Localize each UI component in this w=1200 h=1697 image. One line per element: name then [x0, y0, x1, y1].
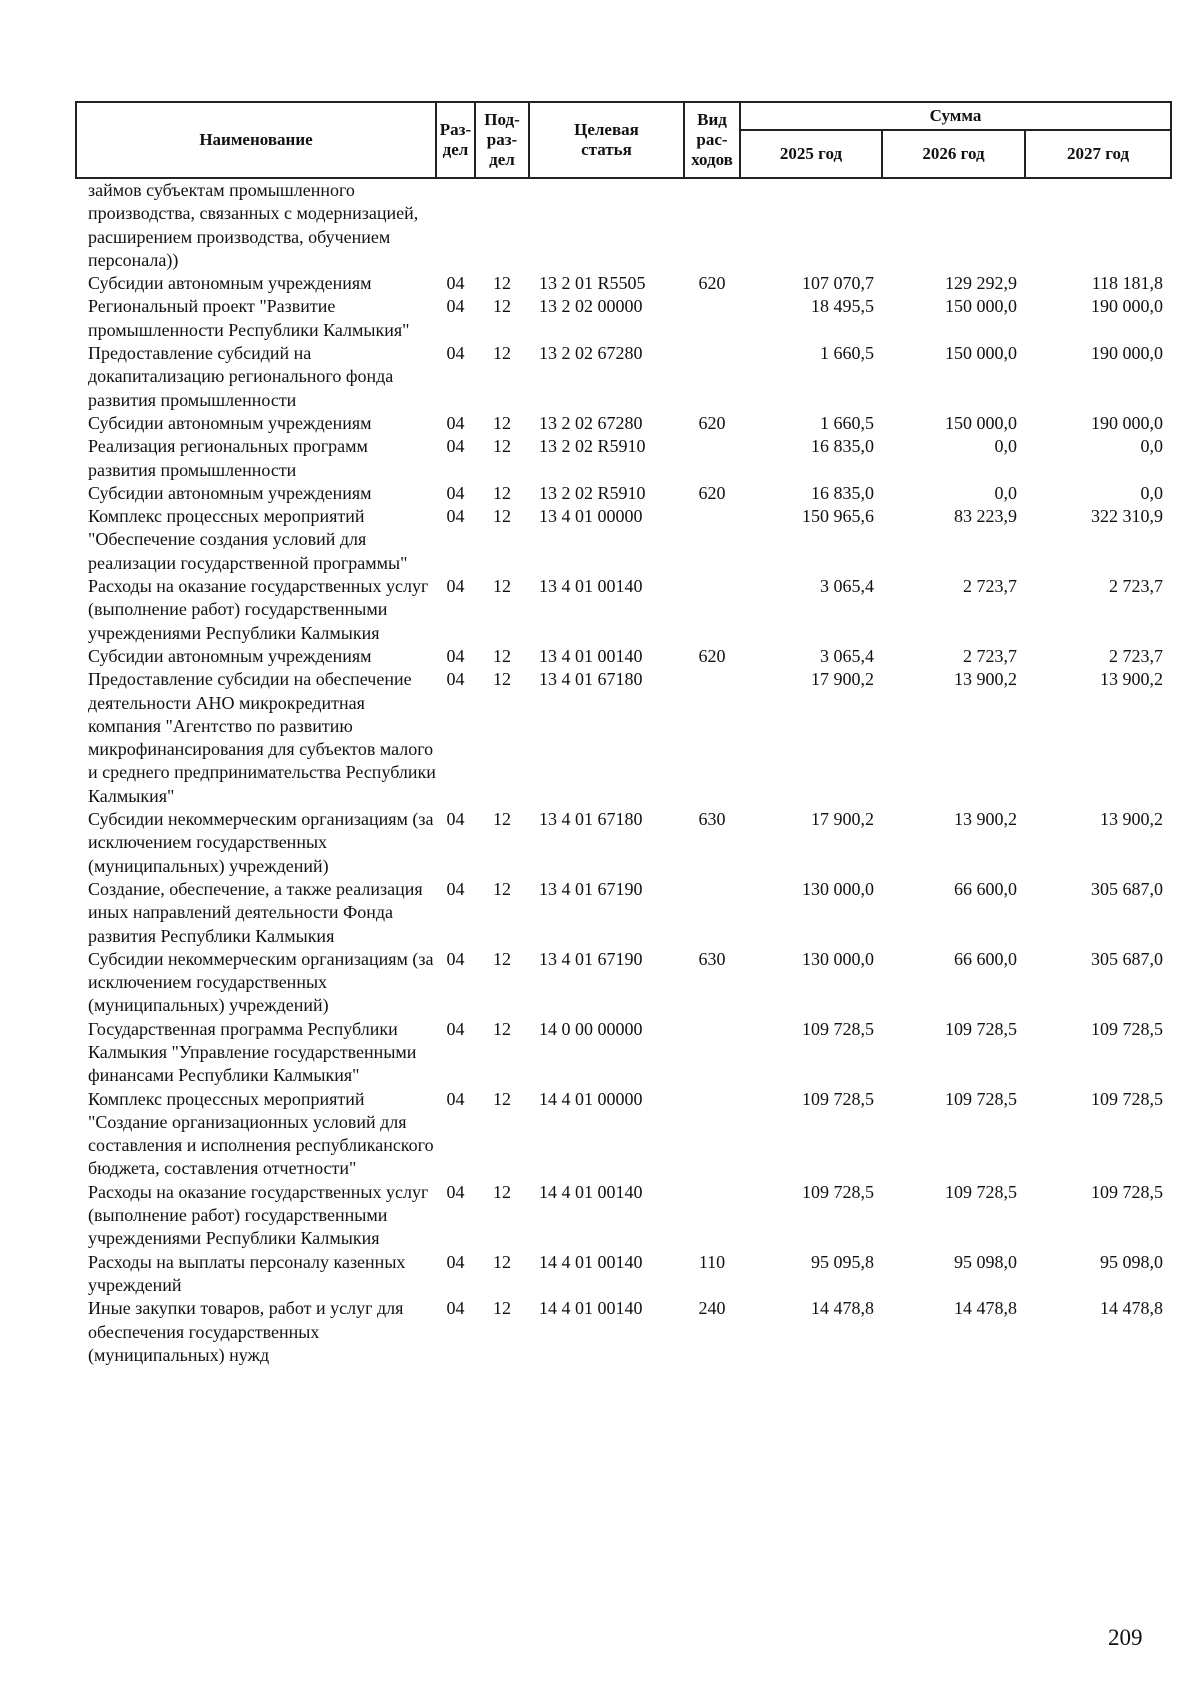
row-podrazdel: 12: [493, 506, 511, 527]
row-name: Субсидии автономным учреждениям: [88, 412, 372, 433]
row-sum-2025: 109 728,5: [802, 1181, 874, 1202]
table-row: [76, 1181, 1171, 1251]
row-sum-2025: 3 065,4: [820, 645, 874, 666]
table-row: [76, 342, 1171, 412]
row-podrazdel: 12: [493, 948, 511, 969]
row-sum-2025: 1 660,5: [820, 412, 874, 433]
row-vid: 620: [698, 273, 726, 294]
row-podrazdel: 12: [493, 343, 511, 364]
row-sum-2026: 150 000,0: [945, 343, 1017, 364]
row-vid: 110: [698, 1251, 726, 1272]
row-name: Комплекс процессных мероприятий "Обеспечение создания условий для реализации государственной программы": [88, 506, 408, 573]
row-razdel: 04: [446, 809, 465, 830]
row-sum-2025: 3 065,4: [820, 576, 874, 597]
row-podrazdel: 12: [493, 1018, 511, 1039]
row-podrazdel: 12: [493, 412, 511, 433]
row-podrazdel: 12: [493, 669, 511, 690]
header-summa: Сумма: [740, 102, 1171, 130]
table-row: [76, 948, 1171, 1018]
header-podrazdel: Под- раз- дел: [475, 102, 529, 178]
row-sum-2026: 13 900,2: [954, 669, 1017, 690]
row-sum-2027: 118 181,8: [1091, 273, 1164, 294]
row-celevaya: 13 2 02 00000: [539, 296, 643, 317]
page-number: 209: [1108, 1625, 1143, 1650]
table-row: [76, 505, 1171, 575]
row-sum-2025: 1 660,5: [820, 343, 874, 364]
row-podrazdel: 12: [493, 809, 511, 830]
row-sum-2025: 107 070,7: [802, 273, 874, 294]
row-name: Создание, обеспечение, а также реализация иных направлений деятельности Фонда развития Республики Калмыкия: [88, 878, 423, 946]
table-row: [76, 878, 1171, 948]
row-sum-2026: 66 600,0: [954, 878, 1017, 899]
row-sum-2026: 95 098,0: [954, 1251, 1017, 1272]
row-name: Региональный проект "Развитие промышленности Республики Калмыкия": [88, 296, 410, 340]
row-celevaya: [529, 178, 684, 272]
row-sum-2026: 83 223,9: [954, 506, 1017, 527]
row-celevaya: 13 2 01 R5505: [539, 273, 646, 294]
row-celevaya: 13 4 01 67190: [539, 878, 643, 899]
row-sum-2027: [1025, 178, 1171, 272]
table-row: [76, 272, 1171, 295]
row-vid: [684, 575, 740, 645]
row-name: Реализация региональных программ развития промышленности: [88, 436, 368, 480]
row-podrazdel: 12: [493, 273, 511, 294]
row-sum-2025: 95 095,8: [811, 1251, 874, 1272]
table-body: [76, 178, 1171, 1367]
row-sum-2026: 66 600,0: [954, 948, 1017, 969]
header-vid: Вид рас- ходов: [684, 102, 740, 178]
row-name: Иные закупки товаров, работ и услуг для обеспечения государственных (муниципальных) нужд: [88, 1298, 404, 1365]
row-sum-2027: 109 728,5: [1091, 1018, 1164, 1039]
row-razdel: 04: [446, 1251, 465, 1272]
row-sum-2025: 16 835,0: [811, 482, 874, 503]
row-celevaya: 13 4 01 00000: [539, 506, 643, 527]
row-celevaya: 13 4 01 00140: [539, 645, 643, 666]
row-sum-2027: 305 687,0: [1091, 878, 1164, 899]
row-name: Субсидии некоммерческим организациям (за исключением государственных (муниципальных) учреждений): [88, 948, 434, 1016]
row-razdel: 04: [446, 436, 465, 457]
row-sum-2026: 109 728,5: [945, 1088, 1017, 1109]
row-sum-2026: 150 000,0: [945, 412, 1017, 433]
header-year-2026: 2026 год: [882, 130, 1025, 178]
row-celevaya: 14 0 00 00000: [539, 1018, 643, 1039]
row-celevaya: 13 2 02 67280: [539, 343, 643, 364]
row-sum-2027: 109 728,5: [1091, 1088, 1164, 1109]
table-header: [76, 102, 1171, 178]
header-name: Наименование: [76, 102, 436, 178]
row-podrazdel: 12: [493, 1181, 511, 1202]
row-vid: 630: [698, 809, 726, 830]
row-razdel: 04: [446, 645, 465, 666]
row-razdel: 04: [446, 878, 465, 899]
table-row: [76, 178, 1171, 272]
table-row: [76, 1088, 1171, 1181]
row-razdel: 04: [446, 506, 465, 527]
row-vid: [684, 668, 740, 808]
table-row: [76, 295, 1171, 342]
row-vid: 630: [698, 948, 726, 969]
row-sum-2027: 305 687,0: [1091, 948, 1164, 969]
row-celevaya: 13 2 02 R5910: [539, 482, 646, 503]
row-sum-2027: 14 478,8: [1100, 1298, 1164, 1319]
row-sum-2026: [882, 178, 1025, 272]
row-razdel: 04: [446, 343, 465, 364]
row-razdel: 04: [446, 1298, 465, 1319]
row-sum-2026: 109 728,5: [945, 1181, 1017, 1202]
row-sum-2027: 0,0: [1140, 436, 1164, 457]
table-row: [76, 1297, 1171, 1367]
row-razdel: 04: [446, 412, 465, 433]
row-sum-2027: 190 000,0: [1091, 343, 1164, 364]
table-row: [76, 668, 1171, 808]
row-name: Предоставление субсидий на докапитализацию регионального фонда развития промышленности: [88, 343, 394, 410]
row-vid: [684, 1018, 740, 1088]
budget-table: [75, 101, 1172, 1367]
row-vid: [684, 878, 740, 948]
row-razdel: 04: [446, 296, 465, 317]
row-sum-2025: 130 000,0: [802, 878, 874, 899]
table-row: [76, 482, 1171, 505]
row-vid: [684, 178, 740, 272]
row-sum-2027: 95 098,0: [1100, 1251, 1164, 1272]
table-row: [76, 808, 1171, 878]
row-razdel: 04: [446, 482, 465, 503]
row-podrazdel: [475, 178, 529, 272]
row-vid: 620: [698, 412, 726, 433]
row-sum-2027: 13 900,2: [1100, 669, 1164, 690]
row-vid: [684, 435, 740, 482]
row-celevaya: 13 4 01 67190: [539, 948, 643, 969]
row-razdel: 04: [446, 1088, 465, 1109]
row-podrazdel: 12: [493, 645, 511, 666]
row-sum-2026: 14 478,8: [954, 1298, 1017, 1319]
row-sum-2027: 322 310,9: [1091, 506, 1164, 527]
row-sum-2025: 109 728,5: [802, 1088, 874, 1109]
row-razdel: 04: [446, 948, 465, 969]
row-sum-2027: 2 723,7: [1109, 645, 1164, 666]
row-vid: 620: [698, 645, 726, 666]
row-vid: [684, 1181, 740, 1251]
row-podrazdel: 12: [493, 482, 511, 503]
row-vid: 240: [698, 1298, 726, 1319]
row-sum-2025: 17 900,2: [811, 669, 874, 690]
header-year-2027: 2027 год: [1025, 130, 1171, 178]
row-sum-2026: 2 723,7: [963, 645, 1017, 666]
row-podrazdel: 12: [493, 1251, 511, 1272]
row-sum-2025: 16 835,0: [811, 436, 874, 457]
row-sum-2027: 109 728,5: [1091, 1181, 1164, 1202]
row-sum-2027: 0,0: [1140, 482, 1164, 503]
row-sum-2027: 190 000,0: [1091, 412, 1164, 433]
row-vid: [684, 1088, 740, 1181]
row-sum-2026: 109 728,5: [945, 1018, 1017, 1039]
row-vid: [684, 342, 740, 412]
row-celevaya: 13 4 01 00140: [539, 576, 643, 597]
row-sum-2025: 109 728,5: [802, 1018, 874, 1039]
table-row: [76, 435, 1171, 482]
row-name: Субсидии некоммерческим организациям (за исключением государственных (муниципальных) учреждений): [88, 809, 434, 876]
row-vid: [684, 505, 740, 575]
row-sum-2027: 2 723,7: [1109, 576, 1164, 597]
row-sum-2027: 13 900,2: [1100, 809, 1164, 830]
row-razdel: [436, 178, 475, 272]
row-podrazdel: 12: [493, 576, 511, 597]
row-name: Субсидии автономным учреждениям: [88, 645, 372, 666]
header-year-2025: 2025 год: [740, 130, 882, 178]
row-sum-2026: 129 292,9: [945, 273, 1017, 294]
row-podrazdel: 12: [493, 1298, 511, 1319]
header-razdel: Раз- дел: [436, 102, 475, 178]
row-podrazdel: 12: [493, 878, 511, 899]
row-razdel: 04: [446, 1181, 465, 1202]
row-sum-2025: [740, 178, 882, 272]
row-sum-2025: 18 495,5: [811, 296, 874, 317]
table-row: [76, 645, 1171, 668]
row-celevaya: 13 2 02 R5910: [539, 436, 646, 457]
row-name: Расходы на оказание государственных услуг (выполнение работ) государственными учреждениями Республики Калмыкия: [88, 576, 429, 643]
row-sum-2025: 130 000,0: [802, 948, 874, 969]
row-sum-2026: 0,0: [994, 482, 1017, 503]
row-name: Расходы на выплаты персоналу казенных учреждений: [88, 1251, 406, 1295]
row-name: займов субъектам промышленного производства, связанных с модернизацией, расширением производства, обучением персонала)): [88, 180, 419, 270]
row-podrazdel: 12: [493, 296, 511, 317]
row-razdel: 04: [446, 576, 465, 597]
row-sum-2025: 17 900,2: [811, 809, 874, 830]
row-sum-2025: 150 965,6: [802, 506, 874, 527]
row-vid: 620: [698, 482, 726, 503]
row-podrazdel: 12: [493, 1088, 511, 1109]
row-name: Субсидии автономным учреждениям: [88, 273, 372, 294]
table-row: [76, 412, 1171, 435]
row-name: Расходы на оказание государственных услуг (выполнение работ) государственными учреждениями Республики Калмыкия: [88, 1181, 429, 1249]
row-celevaya: 13 4 01 67180: [539, 809, 643, 830]
header-celevaya: Целевая статья: [529, 102, 684, 178]
row-podrazdel: 12: [493, 436, 511, 457]
row-sum-2026: 0,0: [994, 436, 1017, 457]
row-razdel: 04: [446, 669, 465, 690]
row-razdel: 04: [446, 1018, 465, 1039]
row-name: Комплекс процессных мероприятий "Создание организационных условий для составления и исполнения республиканского бюджета, составления отчетности": [88, 1088, 434, 1179]
row-sum-2026: 2 723,7: [963, 576, 1017, 597]
row-vid: [684, 295, 740, 342]
row-sum-2025: 14 478,8: [811, 1298, 874, 1319]
row-name: Государственная программа Республики Калмыкия "Управление государственными финансами Республики Калмыкия": [88, 1018, 417, 1086]
row-celevaya: 14 4 01 00000: [539, 1088, 643, 1109]
row-name: Субсидии автономным учреждениям: [88, 482, 372, 503]
row-sum-2027: 190 000,0: [1091, 296, 1164, 317]
table-row: [76, 1018, 1171, 1088]
table-row: [76, 1251, 1171, 1298]
row-sum-2026: 150 000,0: [945, 296, 1017, 317]
table-row: [76, 575, 1171, 645]
row-celevaya: 14 4 01 00140: [539, 1298, 643, 1319]
row-celevaya: 14 4 01 00140: [539, 1251, 643, 1272]
row-celevaya: 14 4 01 00140: [539, 1181, 643, 1202]
row-celevaya: 13 4 01 67180: [539, 669, 643, 690]
row-name: Предоставление субсидии на обеспечение деятельности АНО микрокредитная компания "Агентство по развитию микрофинансирования для субъектов малого и среднего предпринимательства Республики Калмыкия": [88, 669, 436, 806]
row-razdel: 04: [446, 273, 465, 294]
row-sum-2026: 13 900,2: [954, 809, 1017, 830]
row-celevaya: 13 2 02 67280: [539, 412, 643, 433]
